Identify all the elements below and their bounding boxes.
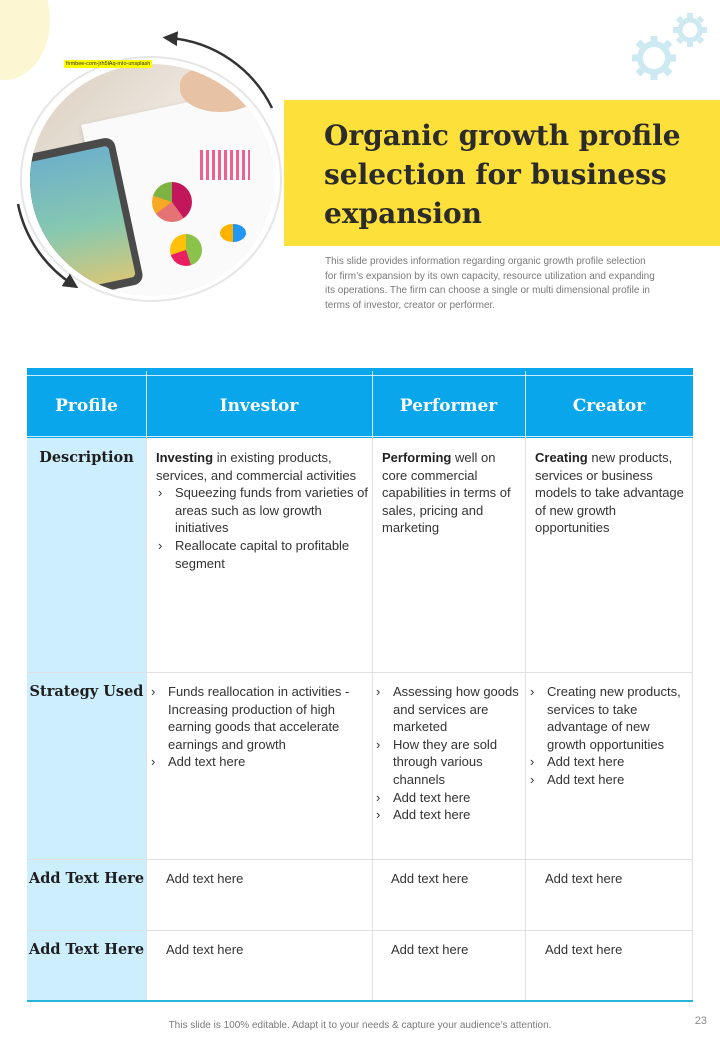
row-label-add-1: Add Text Here [28, 870, 145, 887]
list-item: › Add text here [374, 789, 520, 807]
list-item: › Add text here [149, 753, 371, 771]
bullet-list [156, 484, 372, 572]
arc-arrow-icon [18, 204, 72, 284]
list-item: › Add text here [528, 753, 688, 771]
cell-description-creator: Creating new products, services or business models to take advantage of new growth opportunities [535, 450, 684, 536]
header-investor: Investor [219, 396, 299, 416]
list-item: › Add text here [528, 771, 688, 789]
page-subtitle: This slide provides information regarding organic growth profile selection for firm’s expansion by its own capacity, resource utilization and expanding its operations. The firm can choose a single or multi dimensional profile in terms of investor, creator or performer. [325, 256, 655, 311]
list-item: › Creating new products, services to take advantage of new growth opportunities [528, 683, 688, 753]
bullet-list [528, 683, 688, 789]
cell-strategy-investor [149, 683, 371, 771]
cell-add-investor-2: Add text here [166, 942, 244, 957]
list-item: › Add text here [374, 806, 520, 824]
cell-add-investor-1: Add text here [166, 871, 244, 886]
arc-arrow-icon [170, 38, 272, 108]
list-item: › Squeezing funds from varieties of areas such as low growth initiatives [156, 484, 372, 537]
row-label-strategy: Strategy Used [29, 683, 144, 700]
page-title: Organic growth profile selection for business expansion [324, 119, 681, 230]
gear-icon [673, 13, 707, 47]
header-creator: Creator [572, 396, 646, 416]
arc-arrows [0, 20, 300, 320]
header-performer: Performer [399, 396, 498, 416]
cell-strategy-performer [374, 683, 520, 824]
row-label-description: Description [39, 449, 134, 466]
cell-add-creator-1: Add text here [545, 871, 623, 886]
cell-description-performer: Performing well on core commercial capabilities in terms of sales, pricing and marketing [382, 450, 511, 536]
table-header-row [27, 368, 693, 438]
cell-add-performer-1: Add text here [391, 871, 469, 886]
cell-add-performer-2: Add text here [391, 942, 469, 957]
list-item: › Reallocate capital to profitable segment [156, 537, 372, 572]
cell-add-creator-2: Add text here [545, 942, 623, 957]
list-item: › Funds reallocation in activities - Increasing production of high earning goods that accelerate earnings and growth [149, 683, 371, 753]
photo-credit: firmbee-com-jrh5lAq-mIo-unsplash [66, 61, 151, 67]
header-profile: Profile [55, 396, 118, 416]
gears-decoration [624, 8, 714, 88]
row-label-column [27, 438, 146, 1002]
footer-note: This slide is 100% editable. Adapt it to your needs & capture your audience’s attention. [168, 1020, 552, 1031]
row-label-add-2: Add Text Here [28, 941, 145, 958]
bullet-list [149, 683, 371, 771]
profile-table [27, 368, 693, 1002]
cell-strategy-creator [528, 683, 688, 789]
bullet-list [374, 683, 520, 824]
cell-lead-text: Investing in existing products, services, and commercial activities [156, 450, 357, 483]
page-number: 23 [694, 1015, 707, 1027]
cell-description-investor [156, 449, 372, 572]
list-item: › How they are sold through various channels [374, 736, 520, 789]
list-item: › Assessing how goods and services are marketed [374, 683, 520, 736]
gear-icon [632, 36, 676, 80]
